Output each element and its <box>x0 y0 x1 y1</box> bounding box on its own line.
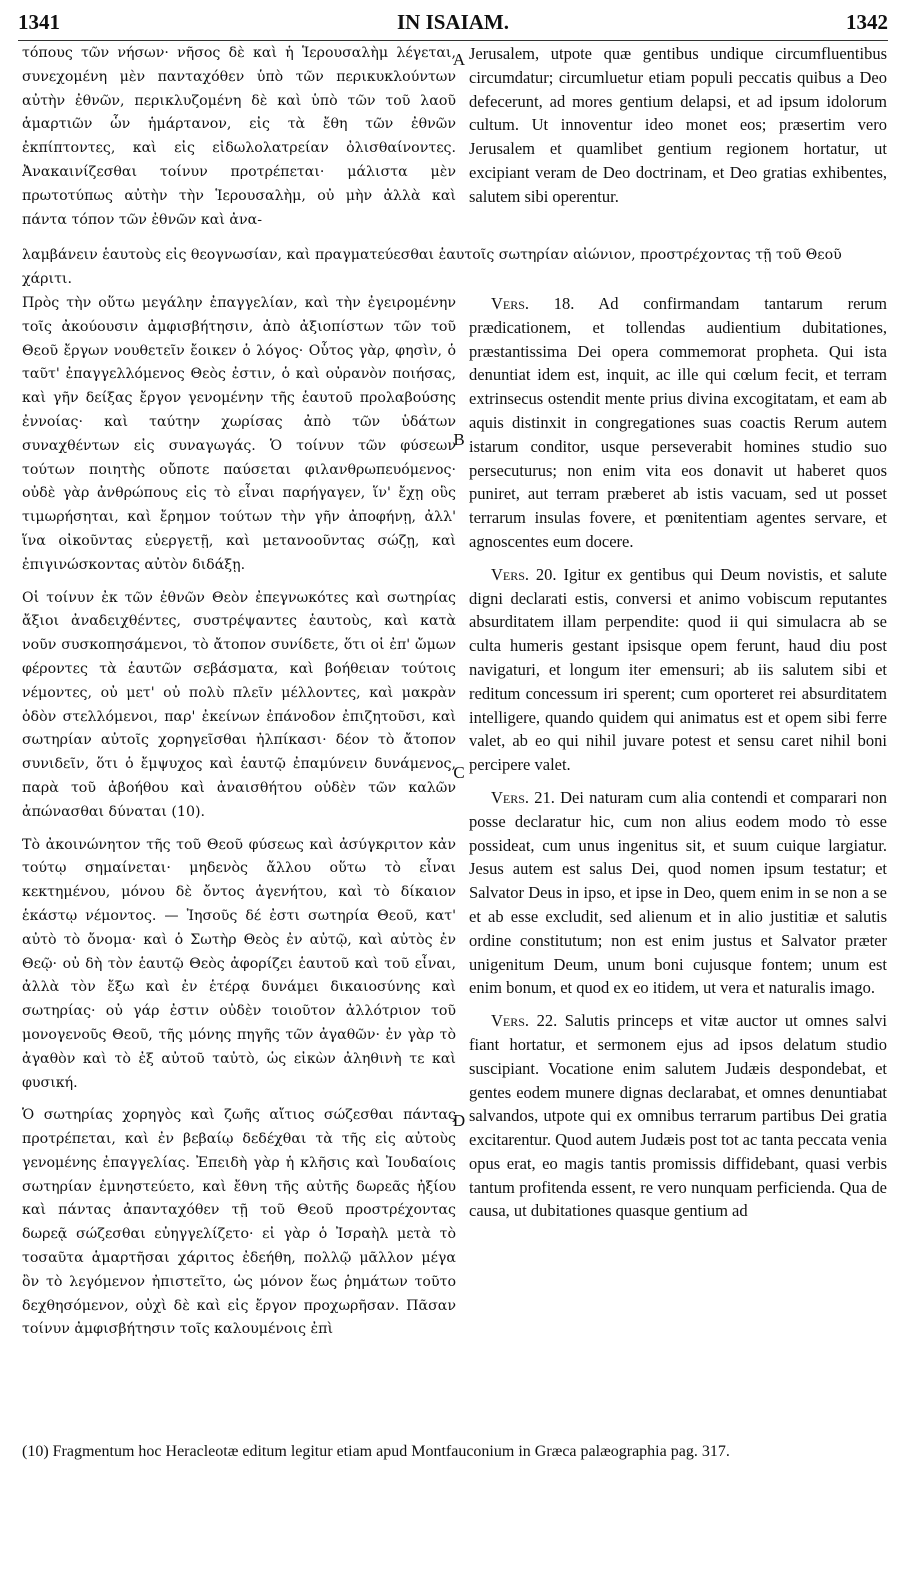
latin-paragraph <box>469 786 887 1000</box>
latin-paragraph-text: Ad confirmandam tantarum rerum prædicationem, et tollendas audientium dubitationes, præstantissima Dei opera commemorat propheta. Qui ista denuntiat idem est, inquit, ac ille qui cœlum fecit, et terram extrinsecus ostendit mente prius divina excogitatam, et eam ab aquis distinxit in congregationes suas coactis Rerum autem istarum conditor, usque perseverabit homines studio suo persecuturus; non enim vita eos donavit ut haberet quos puniret, aut terram præberet ab istis vacuam, sed ut posset terrarum insulas fovere, et pœnitentiam agentes servare, et agnoscentes eum docere. <box>469 294 887 551</box>
running-header <box>18 10 888 38</box>
left-page-number: 1341 <box>18 10 60 34</box>
latin-paragraph-text: Igitur ex gentibus qui Deum novistis, et salute digni declarati estis, conversi et animo vobiscum reputantes absurditatem illam perpendite: quod ii qui simulacra ab se culta humeris gestant ipsisque opem ferunt, haud diu post navigaturi, et longum iter emensuri; ab iis salutem sibi et reditum concessum iri sperent; cum oporteret rei absurditatem intelligere, quando quidem qui animatus est et opem sibi ferre valet, ab eo qui nihil juvare potest et sensu caret nihil boni percipere valet. <box>469 564 887 775</box>
right-page-number: 1342 <box>846 10 888 34</box>
latin-paragraph <box>469 563 887 777</box>
margin-marker-d: D <box>452 1111 466 1130</box>
latin-paragraph <box>469 292 887 554</box>
greek-paragraph: Ὁ σωτηρίας χορηγὸς καὶ ζωῆς αἴτιος σώζεσθαι πάντας προτρέπεται, καὶ ἐν βεβαίῳ δεδέχθαι τὰ τῆς εἰς αὐτοὺς γενομένης ἐπαγγελίας. Ἐπειδὴ γὰρ ἡ κλῆσις καὶ Ἰουδαίοις σωτηρίαν ἐμνηστεύετο, καὶ ἔθνη τῆς αὐτῆς δωρεᾶς ἠξίου καὶ πάντας ἀπανταχόθεν τῇ τοῦ Θεοῦ προστρέχοντας δωρεᾷ σώζεσθαι εὐηγγελίζετο· εἰ γὰρ ὁ Ἰσραὴλ μετὰ τὸ τοσαῦτα ἁμαρτῆσαι χάριτος ἐδεήθη, πολλῷ μᾶλλον μέγα ὂν τὸ λεγόμενον ἠπιστεῖτο, ὡς μόνον ἕως ῥημάτων τοῦτο δεχθησόμενον, οὐχὶ δὲ καὶ εἰς ἔργον προχωρῆσαν. Πᾶσαν τοίνυν ἀμφισβήτησιν τοῖς καλουμένοις ἐπὶ <box>22 1107 456 1338</box>
latin-paragraph-text: Salutis princeps et vitæ auctor ut omnes salvi fiant hortatur, et sermonem ejus ad ipsos delatum studio suscipiant. Vocatione enim salutem Judæis despondebat, et gentes eodem munere dignas declarabat, et omnes denuntiabat salvandos, utpote qui ex omnibus terrarum partibus Dei gratia excitarentur. Quod autem Judæis post tot ac tanta peccata venia opus erat, eo magis tantis promissis diffidebant, quasi verbis tantum profitenda essent, re vero nunquam perficienda. Qua de causa, ut dubitationes quasque gentium ad <box>469 1011 887 1221</box>
running-title: IN ISAIAM. <box>396 10 509 34</box>
greek-paragraph: Πρὸς τὴν οὕτω μεγάλην ἐπαγγελίαν, καὶ τὴν ἐγειρομένην τοῖς ἀκούουσιν ἀμφισβήτησιν, ἀπὸ ἀξιοπίστων τῶν τοῦ Θεοῦ ἔργων νουθετεῖν ἔοικεν ὁ λόγος· Οὗτος γὰρ, φησὶν, ὁ ταῦτ' ἐπαγγελλόμενος Θεὸς ἐστιν, ὁ καὶ οὐρανὸν ποιήσας, καὶ γῆν δείξας ἔργον γενομένην τῆς ἑαυτοῦ προλαβούσης ἐννοίας· καὶ ταύτην χωρίσας ἀπὸ τῶν ὑδάτων συναχθέντων εἰς συναγωγάς. Ὁ τοίνυν τῶν φύσεων τούτων ποιητὴς οὔποτε παύσεται φιλανθρωπευόμενος· οὐδὲ γὰρ ἀνθρώπους εἰς τὸ εἶναι παρήγαγεν, ἵν' ἔχῃ οὓς τιμωρήσηται, καὶ ἔρημον τούτων τὴν γῆν ἀποφήνῃ, ἀλλ' ἵνα οἰκοῦντας εὐεργετῇ, καὶ μετανοοῦντας σώζῃ, καὶ ἐπιγινώσκοντας αὐτὸν διδάξῃ. <box>22 295 456 573</box>
greek-column-main <box>22 292 456 1420</box>
latin-column-top <box>469 42 887 258</box>
verse-label: Vers. 18. <box>491 294 575 313</box>
greek-paragraph: Τὸ ἀκοινώνητον τῆς τοῦ Θεοῦ φύσεως καὶ ἀσύγκριτον κἀν τούτῳ σημαίνεται· μηδενὸς ἄλλου οὕτω τὸ εἶναι κεκτημένου, μόνου δὲ ὄντος ἀγενήτου, καὶ τὸ δίκαιον ἑκάστῳ νέμοντος. — Ἰησοῦς δέ ἐστι σωτηρία Θεοῦ, κατ' αὐτὸ τὸ ὄνομα· καὶ ὁ Σωτὴρ Θεὸς ἐν αὐτῷ, καὶ αὐτὸς ἐν Θεῷ· οὐ δὴ τὸν ἑαυτῷ Θεὸς ἀφορίζει ἑαυτοῦ καὶ τοῦ εἶναι, ἀλλὰ τὸν ἔξω καὶ ἐν ἑτέρᾳ δυνάμει δικαιοσύνης καὶ σωτηρίας· οὐ γάρ ἐστιν οὐδὲν τοιοῦτον ἀλλότριον τοῦ μονογενοῦς Θεοῦ, τῆς μόνης πηγῆς τῶν ἀγαθῶν· ἐν γὰρ τὸ ἀγαθὸν καὶ τὸ ἐξ αὐτοῦ ταὐτὸ, ὡς εἰκὼν ἀληθινὴ τε καὶ φυσική. <box>22 836 456 1091</box>
footnote: (10) Fragmentum hoc Heracleotæ editum legitur etiam apud Montfauconium in Græca palæographia pag. 317. <box>22 1443 730 1460</box>
latin-paragraph-text: Dei naturam cum alia contendi et comparari non posse declaratur hic, cum non alius eodem modo τὸ esse possideat, cum unus ingenitus sit, et suum cuique largiatur. Jesus autem est salus Dei, quod nomen ipsum testatur; et Salvator Deus in ipso, et ipse in Deo, quem enim in se non a se et ab esse excludit, sed alienum et in alio justitiæ et salutis ordine constitutum; non est enim justus et Salvator præter unigenitum Deum, unum boni cujusque fontem; unum est enim bonum, et quod ex eo itidem, ut vera et naturalis imago. <box>469 787 887 998</box>
verse-label: Vers. 20. <box>491 564 557 584</box>
full-width-greek-line: λαμβάνειν ἑαυτοὺς εἰς θεογνωσίαν, καὶ πραγματεύεσθαι ἑαυτοῖς σωτηρίαν αἰώνιον, προστρέχοντας τῇ τοῦ Θεοῦ χάριτι. <box>22 247 842 287</box>
margin-marker-a: A <box>452 50 466 69</box>
latin-column-main <box>469 292 887 1420</box>
latin-paragraph <box>469 1009 887 1223</box>
margin-marker-c: C <box>453 763 465 782</box>
greek-paragraph: Οἱ τοίνυν ἐκ τῶν ἐθνῶν Θεὸν ἐπεγνωκότες καὶ σωτηρίας ἄξιοι ἀναδειχθέντες, συστρέψαντες ἑαυτοὺς, καὶ κατὰ νοῦν συσκοπησάμενοι, τὸ ἄτοπον συνίδετε, ὅτι οἱ ἐπ' ὤμων φέροντες τὰ ἑαυτῶν σεβάσματα, καὶ βοήθειαν τούτοις νέμοντες, οὐ μετ' οὐ πολὺ πλεῖν μέλλοντες, καὶ μακρὰν ὁδὸν στελλόμενοι, παρ' ἐκείνων ἐπάνοδον ἐπιζητοῦσι, καὶ σωτηρίαν αὐτοῖς χορηγεῖσθαι ἠλπίκασι· δέον τὸ ἄτοπον συνιδεῖν, ὅτι ὁ ἔμψυχος καὶ ἑαυτῷ ἐπαμύνειν δυνάμενος, παρὰ τοῦ ἀβοήθου καὶ ἀναισθήτου οὐδὲν τῶν καλῶν ἀπώνασθαι δύναται (10). <box>22 589 456 820</box>
verse-label: Vers. 22. <box>491 1011 558 1031</box>
margin-marker-b: B <box>453 430 465 449</box>
header-rule <box>18 40 888 41</box>
greek-top-text: τόπους τῶν νήσων· νῆσος δὲ καὶ ἡ Ἱερουσαλὴμ λέγεται, συνεχομένη μὲν πανταχόθεν ὑπὸ τῶν περικυκλούντων αὐτὴν ἐθνῶν, περικλυζομένη δὲ καὶ ὑπὸ τῶν τοῦ λαοῦ ἁμαρτιῶν ὧν ἡμάρτανον, εἰς τὰ ἔθη τῶν ἐθνῶν ἐκπίπτοντες, καὶ εἰς εἰδωλολατρείαν ὀλισθαίνοντες. Ἀνακαινίζεσθαι τοίνυν προτρέπεται· μάλιστα μὲν πρωτοτύπως αὐτὴν τὴν Ἱερουσαλὴμ, οὐ μὴν ἀλλὰ καὶ πάντα τόπον τῶν ἐθνῶν καὶ ἀνα- <box>22 45 456 228</box>
verse-label: Vers. 21. <box>491 787 555 807</box>
greek-column-top <box>22 42 456 258</box>
latin-top-text: Jerusalem, utpote quæ gentibus undique circumfluentibus circumdatur; circumluetur etiam populi peccatis quibus a Deo defecerunt, ad mores gentium delapsi, et ad ipsum idolorum cultum. Ut innoventur ideo monet eos; præsertim vero Jerusalem et quamlibet gentium regionem hortatur, ut excipiant veram de Deo doctrinam, et Deo gratias exhibentes, salutem sibi operentur. <box>469 44 887 206</box>
